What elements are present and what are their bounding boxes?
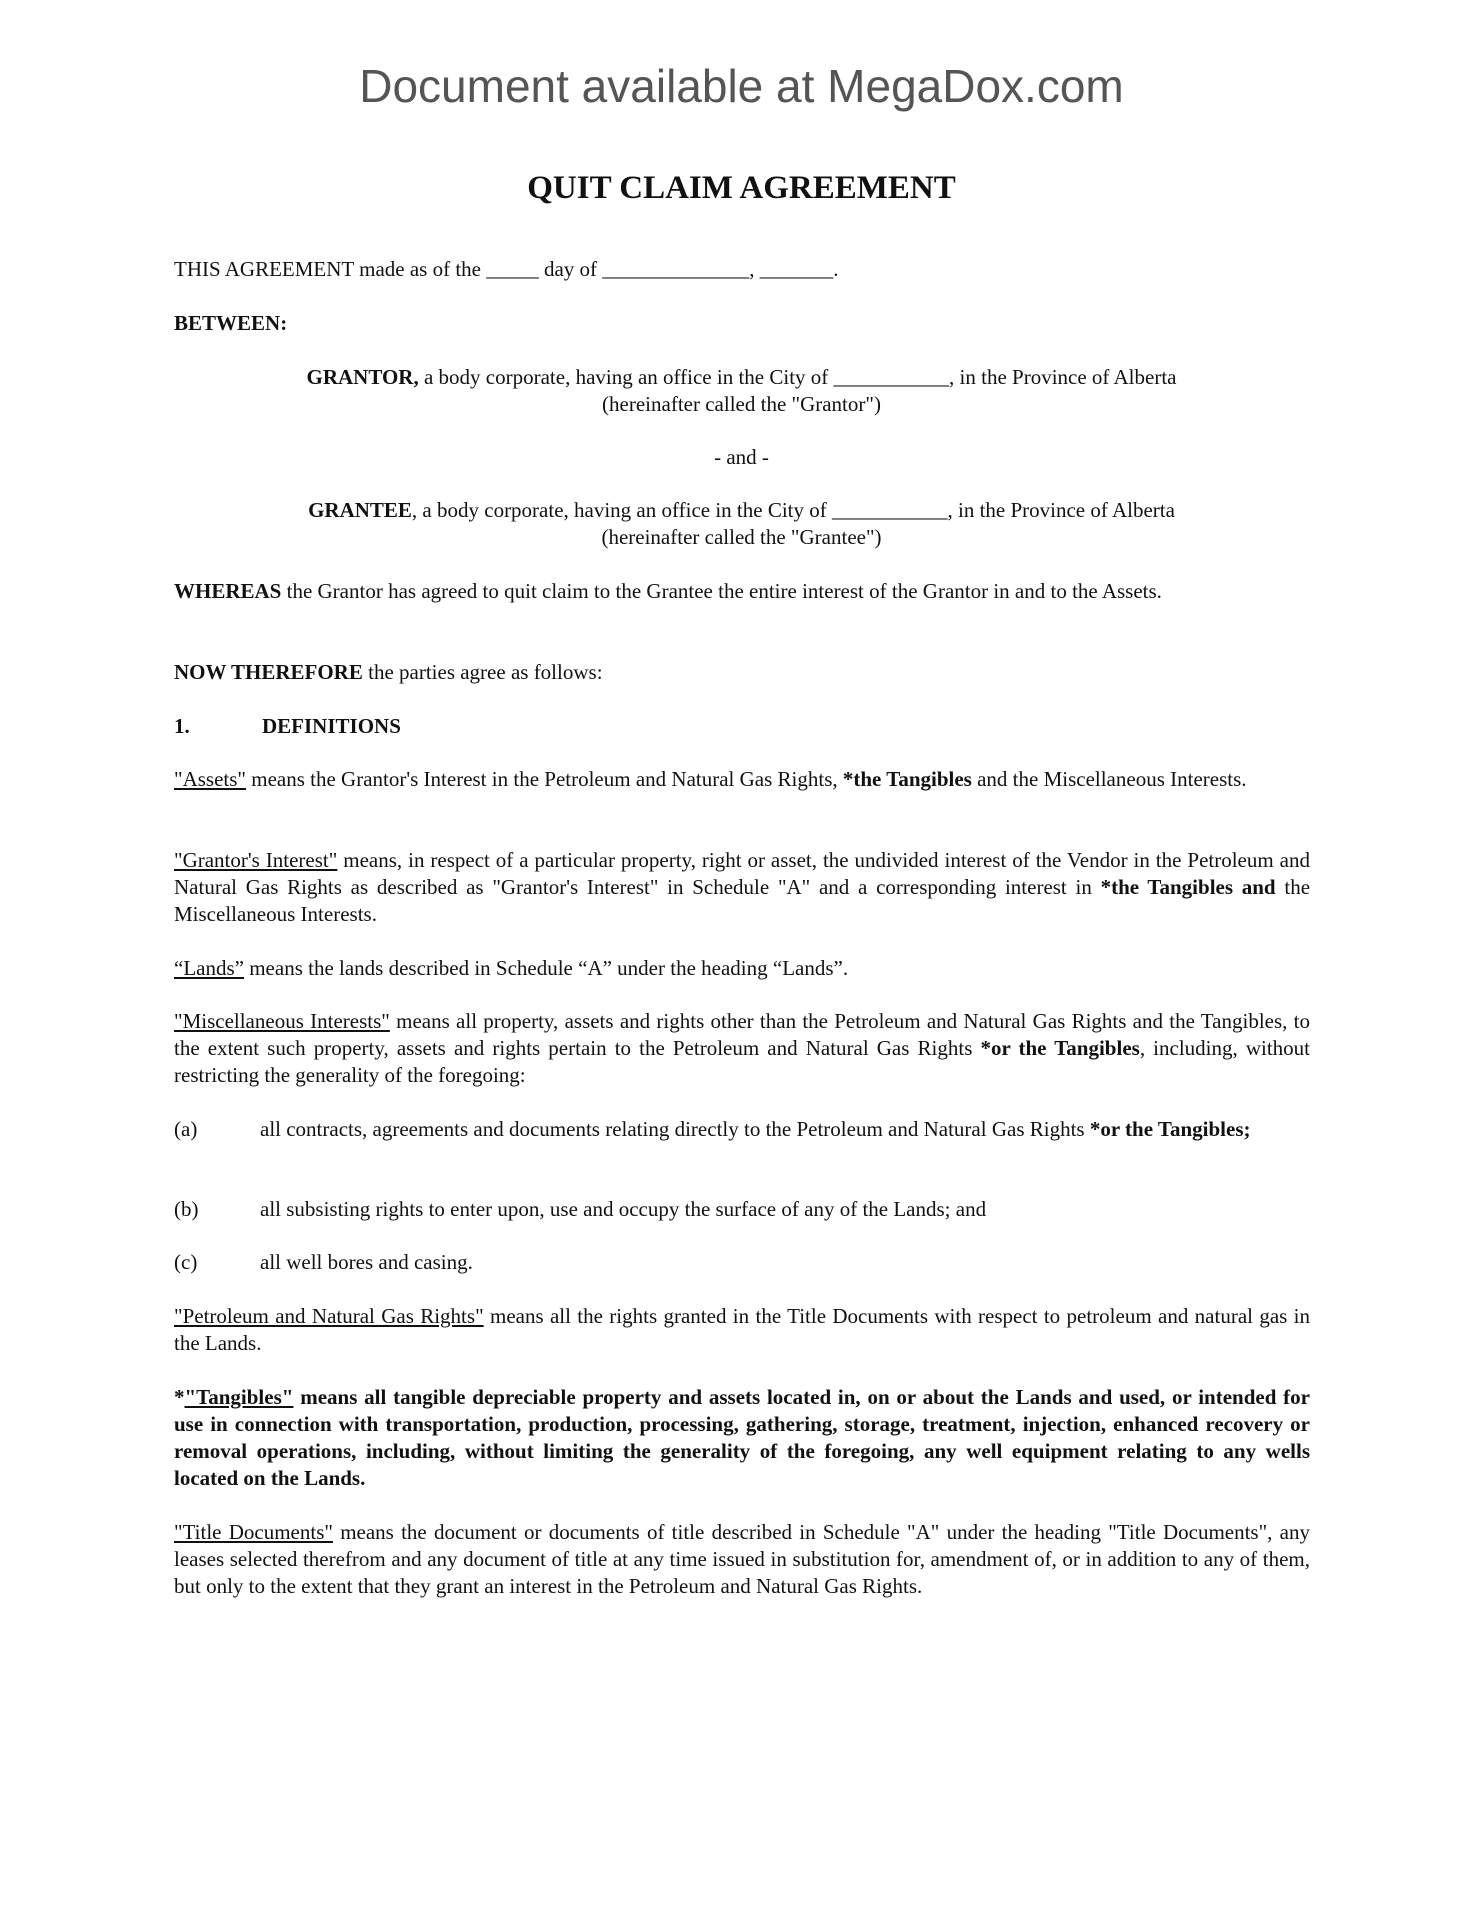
definition-grantors-interest [174,847,1310,928]
definition-title-documents [174,1519,1310,1600]
definition-bold-text: *or the Tangibles [980,1036,1140,1060]
now-therefore-clause [174,659,1310,686]
definition-text: means all tangible depreciable property and assets located in, on or about the Lands and used, or intended for use in connection with transportation, production, processing, gathering, storage, treatment, injection, enhanced recovery or removal operations, including, without limiting the generality of the foregoing, any well equipment relating to any wells located on the Lands. [174,1385,1310,1490]
definition-text: , including, without restricting the generality of the foregoing: [174,1036,1311,1087]
grantor-called: (hereinafter called the "Grantor") [602,392,881,416]
defined-term: “Lands” [174,956,244,980]
grantor-name: GRANTOR, [306,365,419,389]
watermark-banner: Document available at MegaDox.com [359,60,1124,112]
optional-marker: * [174,1385,185,1409]
definition-lands [174,955,1310,982]
grantee-name: GRANTEE [308,498,412,522]
grantee-called: (hereinafter called the "Grantee") [601,525,882,549]
whereas-recital [174,578,1310,605]
between-label: BETWEEN: [174,311,288,335]
list-item-text: all well bores and casing. [260,1250,473,1274]
defined-term: "Grantor's Interest" [174,848,338,872]
definition-text: means, in respect of a particular property, right or asset, the undivided interest of the Vendor in the Petroleum and Natural Gas Rights as described as "Grantor's Interest" in Schedule "A" and a corresponding interest in [174,848,1310,899]
list-item [174,1196,1310,1223]
defined-term: "Title Documents" [174,1520,333,1544]
list-item-text: all contracts, agreements and documents relating directly to the Petroleum and Natural Gas Rights [260,1117,1090,1141]
defined-term: "Miscellaneous Interests" [174,1009,390,1033]
list-item [174,1249,1310,1276]
defined-term: "Petroleum and Natural Gas Rights" [174,1304,484,1328]
definition-miscellaneous-interests [174,1008,1310,1089]
definition-tangibles [174,1384,1310,1492]
definition-text: and the Miscellaneous Interests. [971,767,1247,791]
list-item-text: all subsisting rights to enter upon, use and occupy the surface of any of the Lands; and [260,1197,987,1221]
list-item-label: (b) [174,1197,199,1221]
defined-term: "Assets" [174,767,246,791]
list-item-label: (a) [174,1117,198,1141]
grantor-party [0,364,1483,391]
and-separator: - and - [714,445,769,469]
grantee-party [0,497,1483,524]
definition-bold-text: *the Tangibles and [1100,875,1276,899]
definition-text: means the document or documents of title described in Schedule "A" under the heading "Title Documents", any leases selected therefrom and any document of title at any time issued in substitution for, amendment of, or in addition to any of them, but only to the extent that they grant an interest in the Petroleum and Natural Gas Rights. [174,1520,1310,1598]
document-title: QUIT CLAIM AGREEMENT [527,170,956,206]
definition-assets [174,766,1310,793]
definition-text: means the lands described in Schedule “A” under the heading “Lands”. [243,956,849,980]
definition-bold-text: *the Tangibles [842,767,972,791]
section-title: DEFINITIONS [262,714,401,738]
definition-text: the Miscellaneous Interests. [174,875,1311,926]
whereas-text: the Grantor has agreed to quit claim to the Grantee the entire interest of the Grantor in and to the Assets. [281,579,1162,603]
whereas-lead: WHEREAS [174,579,282,603]
grantor-description: a body corporate, having an office in the City of ___________, in the Province of Alberta [418,365,1177,389]
list-item-text-a [174,1116,1310,1143]
list-item-label: (c) [174,1250,198,1274]
definition-png-rights [174,1303,1310,1357]
section-number: 1. [174,714,190,738]
grantee-description: , a body corporate, having an office in the City of ___________, in the Province of Alberta [411,498,1175,522]
definition-text: means the Grantor's Interest in the Petroleum and Natural Gas Rights, [245,767,843,791]
definition-text: means all the rights granted in the Title Documents with respect to petroleum and natural gas in the Lands. [174,1304,1310,1355]
definition-text: means all property, assets and rights other than the Petroleum and Natural Gas Rights and the Tangibles, to the extent such property, assets and rights pertain to the Petroleum and Natural Gas Rights [174,1009,1310,1060]
defined-term: "Tangibles" [184,1385,294,1409]
section-heading [174,713,1310,740]
now-therefore-text: the parties agree as follows: [362,660,603,684]
now-therefore-lead: NOW THEREFORE [174,660,363,684]
agreement-date-line: THIS AGREEMENT made as of the _____ day of ______________, _______. [174,257,839,281]
list-item-bold-text: *or the Tangibles; [1089,1117,1251,1141]
